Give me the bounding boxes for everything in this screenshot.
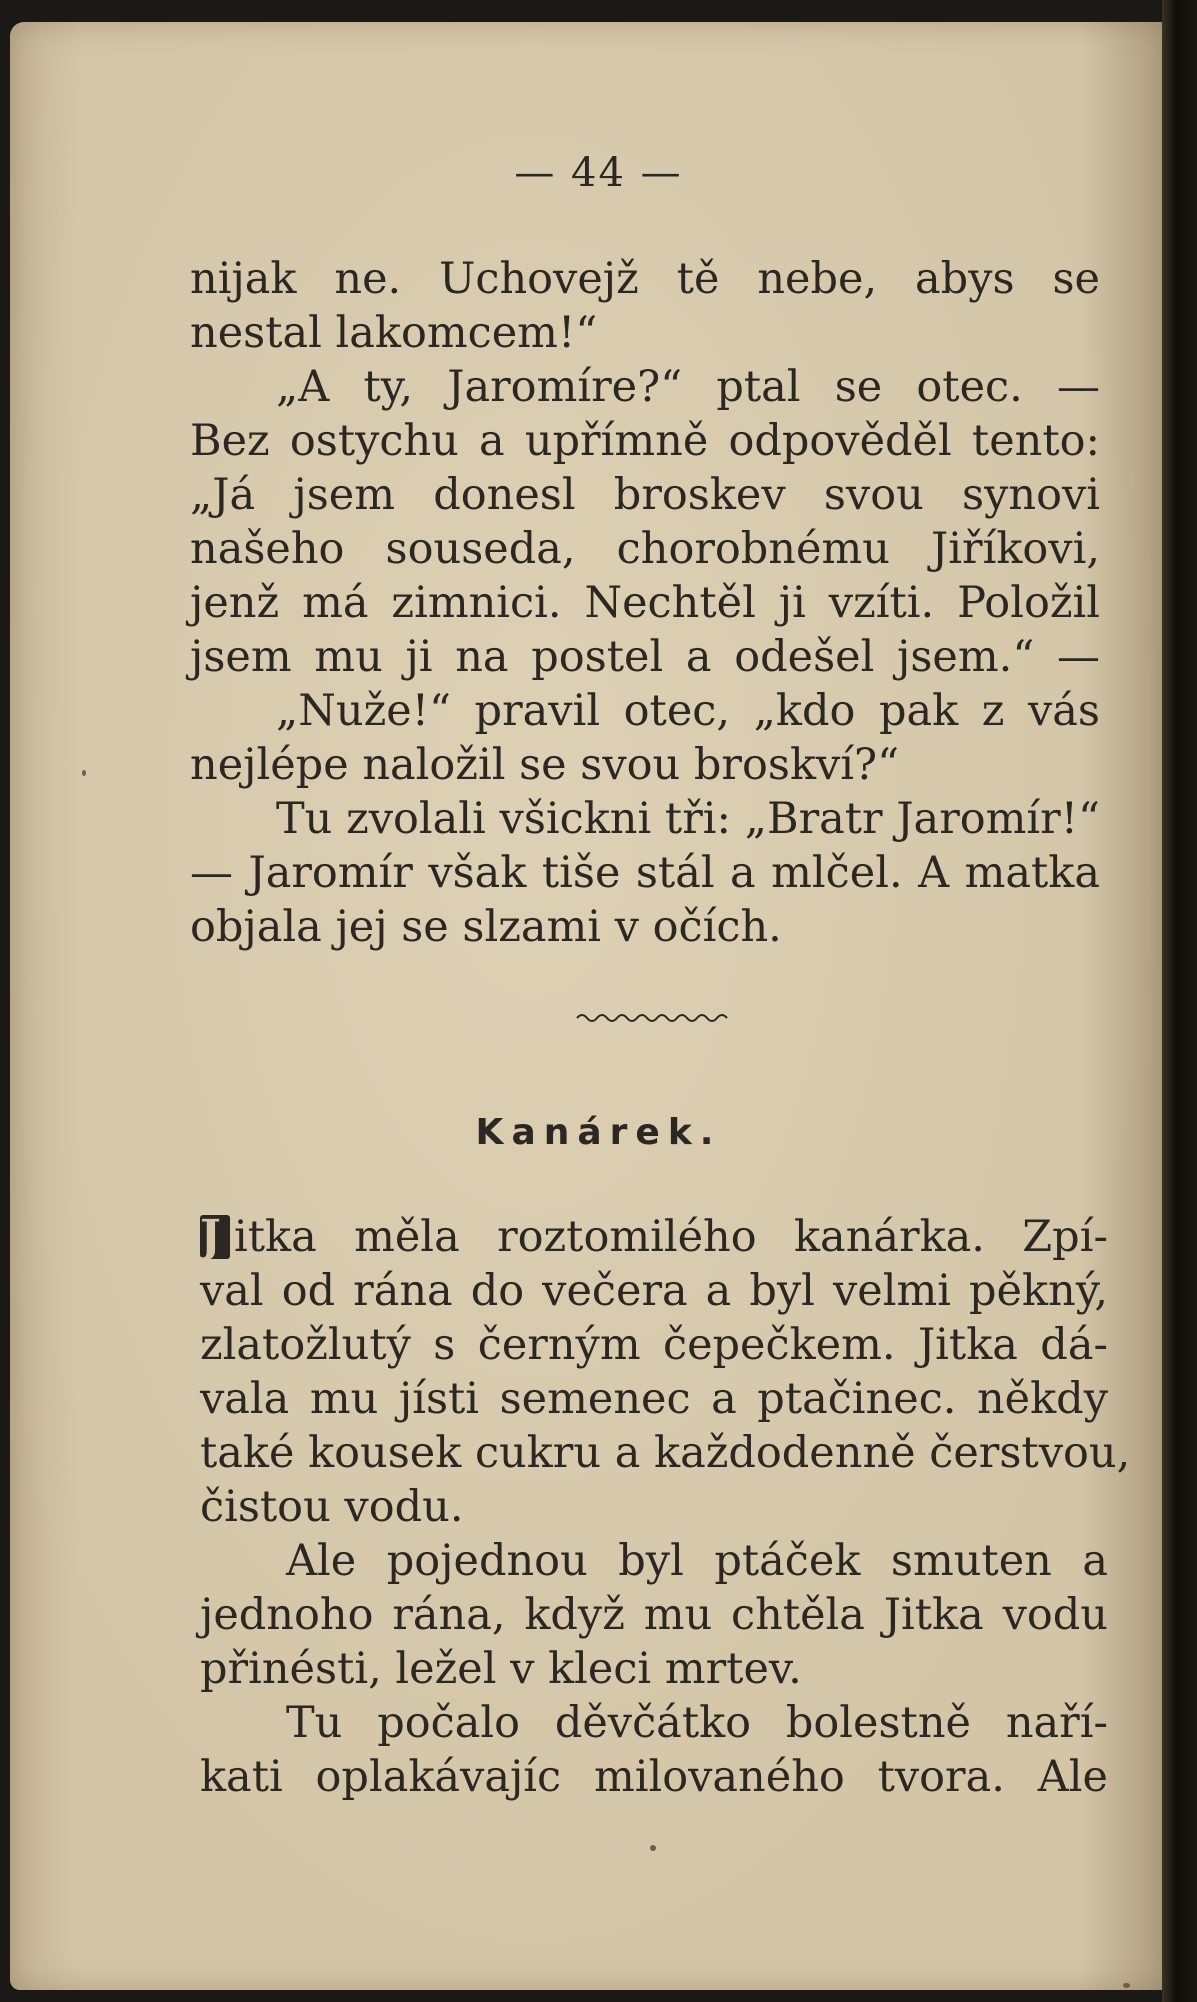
paragraph-block-1 [190, 252, 1100, 954]
paper-speck [82, 770, 86, 776]
text-line: vala mu jísti semenec a ptačinec. někdy [200, 1374, 1108, 1424]
page-number: — 44 — [514, 150, 683, 196]
paper-speck [650, 1845, 656, 1851]
text-line-first [200, 1210, 1108, 1264]
paper-speck [1123, 1983, 1130, 1988]
text-line: jsem mu ji na postel a odešel jsem.“ — [190, 632, 1100, 682]
text-line: jednoho rána, když mu chtěla Jitka vodu [200, 1590, 1108, 1640]
drop-cap: J [200, 1215, 230, 1259]
text-line: Tu počalo děvčátko bolestně naří- [286, 1698, 1108, 1748]
text-line: Tu zvolali všickni tři: „Bratr Jaromír!“ [276, 794, 1100, 844]
section-heading: Kanárek. [475, 1112, 722, 1153]
wavy-divider-ornament [575, 1008, 735, 1028]
text-line: „Já jsem donesl broskev svou synovi [190, 470, 1100, 520]
text-line: Bez ostychu a upřímně odpověděl tento: [190, 416, 1100, 466]
text-line: přinésti, ležel v kleci mrtev. [200, 1644, 802, 1694]
text-line: val od rána do večera a byl velmi pěkný, [200, 1266, 1108, 1316]
text-line: „A ty, Jaromíre?“ ptal se otec. — [276, 362, 1100, 412]
text-line: objala jej se slzami v očích. [190, 902, 782, 952]
text-line: nijak ne. Uchovejž tě nebe, abys se [190, 254, 1100, 304]
text-line: „Nuže!“ pravil otec, „kdo pak z vás [276, 686, 1100, 736]
text-line: také kousek cukru a každodenně čerstvou, [200, 1428, 1131, 1478]
book-spine [1162, 0, 1197, 2002]
text-line: nejlépe naložil se svou broskví?“ [190, 740, 900, 790]
paragraph-block-2 [200, 1210, 1131, 1804]
first-line-text: itka měla roztomilého kanárka. Zpí- [234, 1212, 1108, 1262]
text-line: nestal lakomcem!“ [190, 308, 598, 358]
text-line: — Jaromír však tiše stál a mlčel. A matka [190, 848, 1100, 898]
text-line: našeho souseda, chorobnému Jiříkovi, [190, 524, 1100, 574]
text-line: zlatožlutý s černým čepečkem. Jitka dá- [200, 1320, 1108, 1370]
text-line: kati oplakávajíc milovaného tvora. Ale [200, 1752, 1108, 1802]
text-line: Ale pojednou byl ptáček smuten a [286, 1536, 1108, 1586]
text-line: jenž má zimnici. Nechtěl ji vzíti. Položil [190, 578, 1100, 628]
text-line: čistou vodu. [200, 1482, 464, 1532]
